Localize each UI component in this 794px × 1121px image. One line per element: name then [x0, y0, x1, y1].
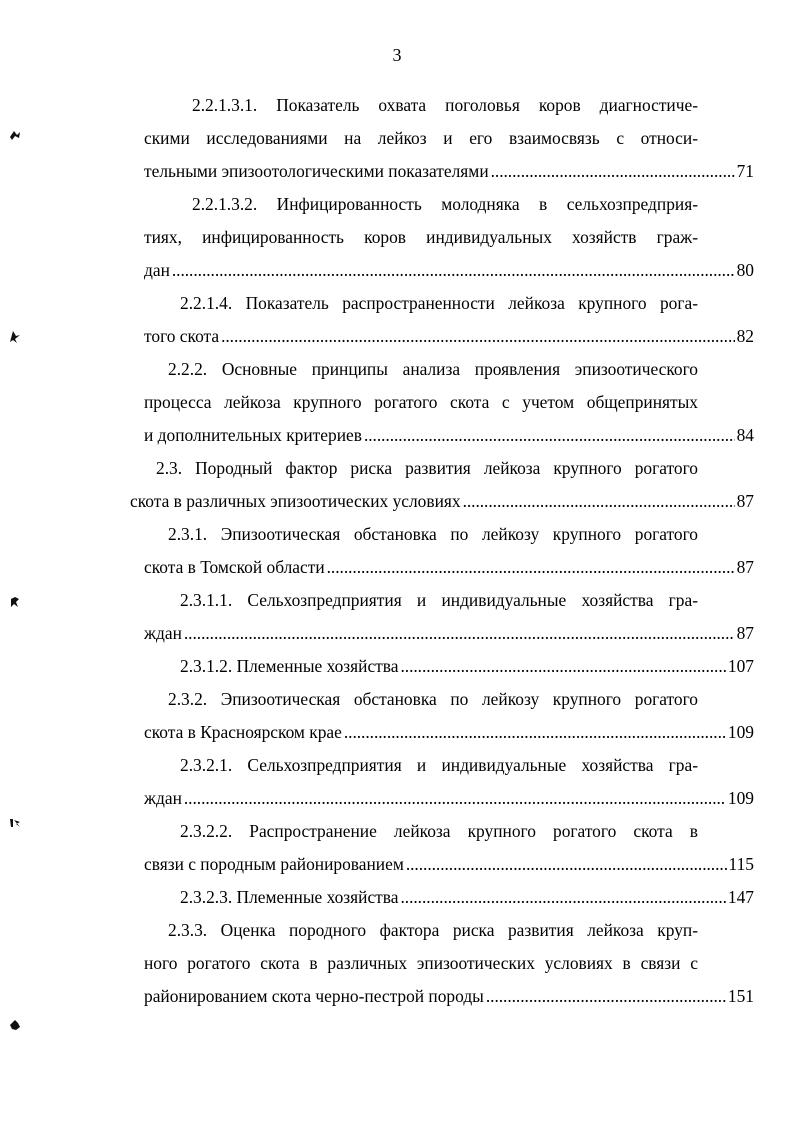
toc-entry-leader-line[interactable] [144, 160, 754, 182]
dot-leader [184, 787, 726, 809]
dot-leader [221, 325, 735, 347]
toc-entry-line: процесса лейкоза крупного рогатого скота с учетом общепринятых [144, 392, 698, 412]
dot-leader [184, 622, 735, 644]
toc-entry-title: ждан [144, 788, 182, 808]
toc-page-ref: 115 [728, 854, 754, 874]
toc-entry-title: ждан [144, 623, 182, 643]
toc-entry-line: 2.3.2.1. Сельхозпредприятия и индивидуальные хозяйства гра- [180, 755, 698, 775]
toc-entry-leader-line[interactable] [144, 325, 754, 347]
toc-entry-title: 2.3.2.3. Племенные хозяйства [180, 887, 399, 907]
toc-page-ref: 109 [727, 788, 754, 808]
toc-entry-leader-line[interactable] [130, 490, 754, 512]
dot-leader [401, 886, 726, 908]
toc-page-ref: 87 [736, 491, 754, 511]
toc-entry-leader-line[interactable] [144, 424, 754, 446]
toc-entry-line: 2.2.2. Основные принципы анализа проявления эпизоотического [168, 359, 698, 379]
toc-page-ref: 151 [727, 986, 754, 1006]
toc-page-ref: 82 [736, 326, 754, 346]
toc-entry-title: скота в различных эпизоотических условиях [130, 491, 461, 511]
toc-entry-leader-line[interactable] [144, 985, 754, 1007]
toc-entry-leader-line[interactable] [144, 259, 754, 281]
dot-leader [327, 556, 735, 578]
toc-entry-line: скими исследованиями на лейкоз и его взаимосвязь с относи- [144, 128, 698, 148]
dot-leader [364, 424, 735, 446]
toc-page-ref: 80 [736, 260, 754, 280]
toc-entry-leader-line[interactable] [180, 886, 754, 908]
toc-page-ref: 147 [727, 887, 754, 907]
toc-entry-line: 2.2.1.3.1. Показатель охвата поголовья коров диагностиче- [192, 95, 698, 115]
dot-leader [463, 490, 735, 512]
toc-entry-line: 2.2.1.3.2. Инфицированность молодняка в сельхозпредприя- [192, 194, 698, 214]
dot-leader [491, 160, 735, 182]
toc-entry-title: дан [144, 260, 170, 280]
toc-entry-title: того скота [144, 326, 220, 346]
toc-entry-line: 2.3. Породный фактор риска развития лейкоза крупного рогатого [156, 458, 698, 478]
toc-entry-leader-line[interactable] [144, 556, 754, 578]
toc-entry-line: 2.3.1. Эпизоотическая обстановка по лейкозу крупного рогатого [168, 524, 698, 544]
scan-mark-icon [8, 128, 22, 142]
toc-page-ref: 87 [736, 623, 754, 643]
dot-leader [406, 853, 727, 875]
dot-leader [486, 985, 726, 1007]
dot-leader [172, 259, 735, 281]
scan-mark-icon [8, 816, 22, 830]
toc-entry-leader-line[interactable] [144, 787, 754, 809]
toc-entry-title: районированием скота черно-пестрой породы [144, 986, 484, 1006]
toc-entry-title: связи с породным районированием [144, 854, 404, 874]
toc-page-ref: 87 [736, 557, 754, 577]
toc-entry-line: 2.3.1.1. Сельхозпредприятия и индивидуальные хозяйства гра- [180, 590, 698, 610]
toc-entry-line: тиях, инфицированность коров индивидуальных хозяйств граж- [144, 227, 698, 247]
toc-entry-line: 2.3.2.2. Распространение лейкоза крупного рогатого скота в [180, 821, 698, 841]
toc-entry-title: скота в Красноярском крае [144, 722, 342, 742]
toc-entry-leader-line[interactable] [144, 721, 754, 743]
toc-entry-line: ного рогатого скота в различных эпизоотических условиях в связи с [144, 953, 698, 973]
page-number: 3 [392, 45, 402, 65]
scan-mark-icon [8, 330, 22, 344]
toc-entry-leader-line[interactable] [180, 655, 754, 677]
toc-entry-line: 2.3.2. Эпизоотическая обстановка по лейкозу крупного рогатого [168, 689, 698, 709]
toc-entry-title: и дополнительных критериев [144, 425, 362, 445]
toc-page-ref: 84 [736, 425, 754, 445]
toc-page-ref: 109 [727, 722, 754, 742]
scan-mark-icon [8, 595, 22, 609]
toc-entry-leader-line[interactable] [144, 853, 754, 875]
scan-mark-icon [8, 1018, 22, 1032]
dot-leader [401, 655, 726, 677]
toc-entry-title: тельными эпизоотологическими показателями [144, 161, 489, 181]
dot-leader [344, 721, 726, 743]
toc-entry-line: 2.2.1.4. Показатель распространенности лейкоза крупного рога- [180, 293, 698, 313]
toc-entry-leader-line[interactable] [144, 622, 754, 644]
toc-page-ref: 107 [727, 656, 754, 676]
toc-entry-line: 2.3.3. Оценка породного фактора риска развития лейкоза круп- [168, 920, 698, 940]
toc-entry-title: 2.3.1.2. Племенные хозяйства [180, 656, 399, 676]
toc-page-ref: 71 [736, 161, 754, 181]
toc-entry-title: скота в Томской области [144, 557, 325, 577]
